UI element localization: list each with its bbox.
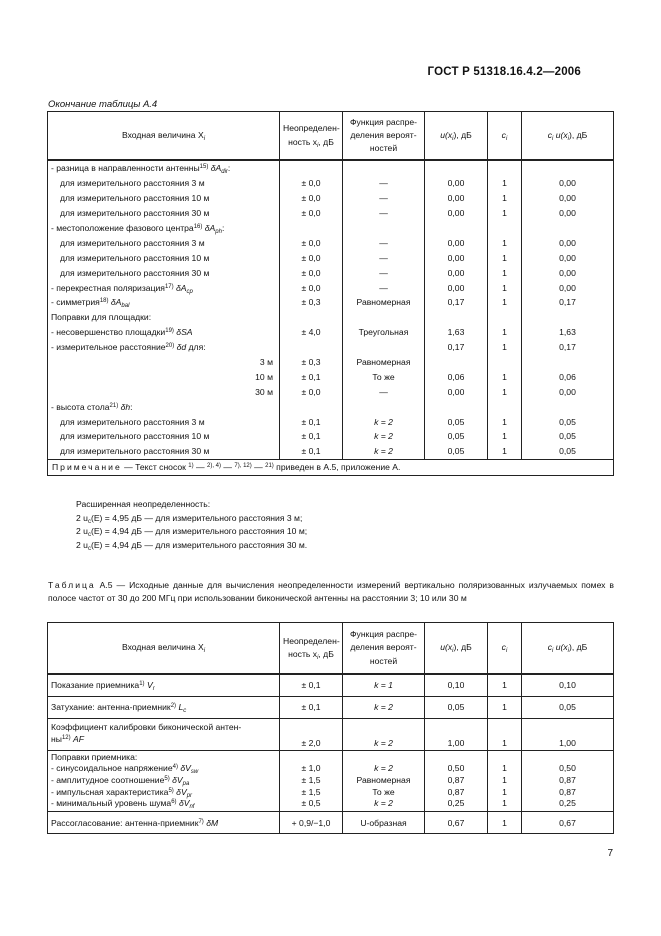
row-label: Коэффициент калибровки биконической антен- $ны^{12)}$ AF [48,718,280,750]
row-uncertainty: ± 0,1 [280,444,343,459]
row-cu: 0,67 [522,812,614,834]
row-cu: 0,00 [522,250,614,265]
table-row [48,696,614,718]
col-uncertainty-header: Неопределен- ность $x_i$, дБ [280,112,343,161]
row-distribution: k = 1 [343,674,425,696]
table-a5-caption: Таблица А.5 — Исходные данные для вычисления неопределенности измерений вертикально поляризованных излучаемых помех в полосе частот от 30 до 200 МГц при использовании биконической антенны на расстоянии 3; 10 или 30 м [48,580,614,604]
row-uncertainty: ± 0,0 [280,280,343,295]
row-label: Поправки приемника: - синусоидальное напряжение$^{4)}$ $\delta V_{sw}$ - амплитудное соотношение$^{5)}$ $\delta V_{pa}$ - импульсная характеристика$^{5)}$ $\delta V_{pr}$ - минимальный уровень шума$^{6)}$ $\delta V_{nf}$ [48,750,280,812]
row-u: 0,00 [425,206,488,221]
row-distribution: — [343,265,425,280]
table-row [48,414,614,429]
row-distribution: — [343,250,425,265]
row-distribution [343,399,425,414]
row-label: для измерительного расстояния 30 м [48,444,280,459]
row-u: 0,00 [425,176,488,191]
row-u: 0,05 [425,414,488,429]
row-uncertainty: ± 0,0 [280,191,343,206]
row-distribution: k = 2 [343,444,425,459]
row-cu: 0,00 [522,280,614,295]
table-row [48,191,614,206]
row-c: 1 [488,696,522,718]
row-c: 1 [488,340,522,355]
row-label: - измерительное расстояние$^{20)}$ δd для: [48,340,280,355]
row-u [425,221,488,236]
table-row [48,295,614,310]
col-c-header: $c_i$ [488,112,522,161]
row-label: для измерительного расстояния 10 м [48,191,280,206]
row-uncertainty: ± 0,1 [280,414,343,429]
row-uncertainty: ± 0,1 [280,674,343,696]
row-cu: 1,00 [522,718,614,750]
row-uncertainty [280,221,343,236]
row-distribution: U-образная [343,812,425,834]
table-row [48,235,614,250]
col-distribution-header: Функция распре- деления вероят- ностей [343,112,425,161]
row-cu: 0,06 [522,369,614,384]
row-uncertainty [280,399,343,414]
table-a4-note: Примечание — Текст сносок $^{1)}$ — $^{2), 4)}$ — $^{7), 12)}$ — $^{21)}$ приведен в А.5, приложение А. [48,459,614,475]
row-label: - местоположение фазового центра$^{16)}$ $\delta A_{ph}$: [48,221,280,236]
col-distribution-header: Функция распре- деления вероят- ностей [343,623,425,675]
row-u: 0,05 [425,696,488,718]
table-a4-note-row [48,459,614,475]
row-c: 1 [488,176,522,191]
table-row [48,265,614,280]
row-uncertainty: ± 0,1 [280,696,343,718]
row-cu [522,355,614,370]
row-uncertainty [280,160,343,176]
expanded-uncertainty-line-10m: 2 $u_c(E) = 4,94$ дБ — для измерительного расстояния 10 м; [76,526,308,539]
row-label: Поправки для площадки: [48,310,280,325]
row-cu [522,310,614,325]
row-distribution: k = 2 [343,696,425,718]
table-row [48,340,614,355]
row-c: 1 [488,429,522,444]
row-distribution: k = 2 Равномерная То же k = 2 [343,750,425,812]
row-uncertainty: ± 0,0 [280,206,343,221]
col-cu-header: $c_i$ $u(x_i)$, дБ [522,112,614,161]
table-a4-header-row [48,112,614,161]
row-distribution: То же [343,369,425,384]
row-distribution: Треугольная [343,325,425,340]
row-cu [522,221,614,236]
row-label: - перекрестная поляризация$^{17)}$ $\delta A_{cp}$ [48,280,280,295]
col-u-header: $u(x_i)$, дБ [425,112,488,161]
row-u: 0,00 [425,384,488,399]
row-cu: 0,50 0,87 0,87 0,25 [522,750,614,812]
row-u: 0,67 [425,812,488,834]
row-label: - высота стола$^{21)}$ δh: [48,399,280,414]
row-label: для измерительного расстояния 3 м [48,235,280,250]
row-distribution [343,340,425,355]
row-cu: 0,00 [522,235,614,250]
table-row [48,355,614,370]
table-row [48,429,614,444]
row-u: 0,00 [425,235,488,250]
row-u: 0,06 [425,369,488,384]
row-label: - несовершенство площадки$^{19)}$ δSA [48,325,280,340]
row-uncertainty: ± 4,0 [280,325,343,340]
row-cu: 0,00 [522,206,614,221]
row-c: 1 [488,384,522,399]
row-label: Рассогласование: антенна-приемник$^{7)}$ δM [48,812,280,834]
row-u: 0,05 [425,444,488,459]
row-c: 1 [488,206,522,221]
row-uncertainty: ± 0,0 [280,235,343,250]
table-row [48,250,614,265]
row-uncertainty: ± 2,0 [280,718,343,750]
row-label: - симметрия$^{18)}$ $\delta A_{bal}$ [48,295,280,310]
row-distribution: k = 2 [343,429,425,444]
table-row [48,160,614,176]
row-distribution: — [343,176,425,191]
row-c: 1 [488,718,522,750]
row-distribution: — [343,384,425,399]
row-cu: 0,05 [522,429,614,444]
row-label: для измерительного расстояния 3 м [48,414,280,429]
row-cu: 0,05 [522,696,614,718]
row-label: для измерительного расстояния 10 м [48,250,280,265]
row-u [425,160,488,176]
expanded-uncertainty-title: Расширенная неопределенность: [76,499,211,509]
row-label: 3 м [48,355,280,370]
row-distribution: — [343,191,425,206]
expanded-uncertainty-line-30m: 2 $u_c(E) = 4,94$ дБ — для измерительного расстояния 30 м. [76,539,308,552]
row-label: для измерительного расстояния 30 м [48,265,280,280]
row-distribution [343,160,425,176]
row-cu: 0,00 [522,191,614,206]
row-c: 1 [488,414,522,429]
page-number: 7 [607,848,613,859]
row-u: 1,63 [425,325,488,340]
row-cu: 0,10 [522,674,614,696]
row-cu: 0,17 [522,340,614,355]
row-c: 1 [488,295,522,310]
row-cu: 1,63 [522,325,614,340]
row-u: 0,05 [425,429,488,444]
table-row [48,384,614,399]
row-uncertainty: ± 1,0 ± 1,5 ± 1,5 ± 0,5 [280,750,343,812]
row-c: 1 [488,369,522,384]
table-a5-header-row [48,623,614,675]
row-c: 1 [488,235,522,250]
table-a5 [47,622,614,834]
row-label: Затухание: антенна-приемник$^{2)}$ $L_c$ [48,696,280,718]
row-uncertainty: ± 0,3 [280,295,343,310]
row-u: 1,00 [425,718,488,750]
row-label: для измерительного расстояния 30 м [48,206,280,221]
row-c [488,160,522,176]
row-cu: 0,00 [522,384,614,399]
row-c [488,355,522,370]
row-c: 1 [488,444,522,459]
table-row [48,280,614,295]
col-u-header: $u(x_i)$, дБ [425,623,488,675]
row-uncertainty [280,310,343,325]
row-uncertainty [280,340,343,355]
row-uncertainty: ± 0,0 [280,384,343,399]
table-row [48,325,614,340]
row-label: - разница в направленности антенны$^{15)}$ $\delta A_{dir}$: [48,160,280,176]
table-row [48,812,614,834]
row-uncertainty: ± 0,0 [280,265,343,280]
row-c: 1 [488,191,522,206]
row-distribution [343,310,425,325]
table-row [48,310,614,325]
row-c: 1 [488,280,522,295]
row-u: 0,17 [425,295,488,310]
table-row [48,206,614,221]
row-cu [522,399,614,414]
row-u: 0,17 [425,340,488,355]
row-u: 0,00 [425,280,488,295]
document-header: ГОСТ Р 51318.16.4.2—2006 [427,66,581,78]
row-uncertainty: ± 0,1 [280,429,343,444]
row-u: 0,00 [425,191,488,206]
row-distribution: k = 2 [343,414,425,429]
row-uncertainty: ± 0,3 [280,355,343,370]
row-cu: 0,05 [522,414,614,429]
row-distribution: — [343,206,425,221]
table-row [48,399,614,414]
row-u [425,399,488,414]
row-u: 0,10 [425,674,488,696]
row-c: 1 [488,325,522,340]
row-distribution: Равномерная [343,295,425,310]
col-cu-header: $c_i$ $u(x_i)$, дБ [522,623,614,675]
row-cu: 0,00 [522,176,614,191]
row-u [425,355,488,370]
row-c [488,221,522,236]
table-row [48,718,614,750]
row-u: 0,00 [425,250,488,265]
expanded-uncertainty [76,498,307,552]
row-label: Показание приемника$^{1)}$ $V_r$ [48,674,280,696]
row-cu [522,160,614,176]
row-c [488,399,522,414]
row-label: для измерительного расстояния 3 м [48,176,280,191]
table-row [48,221,614,236]
table-row [48,750,614,812]
row-cu: 0,05 [522,444,614,459]
row-cu: 0,00 [522,265,614,280]
row-uncertainty: + 0,9/−1,0 [280,812,343,834]
table-a4 [47,111,614,476]
table-row [48,674,614,696]
row-distribution: k = 2 [343,718,425,750]
row-c: 1 [488,250,522,265]
row-c: 1 1 1 1 [488,750,522,812]
table-row [48,369,614,384]
table-row [48,176,614,191]
row-u [425,310,488,325]
row-c: 1 [488,265,522,280]
row-c: 1 [488,674,522,696]
row-distribution: Равномерная [343,355,425,370]
row-distribution [343,221,425,236]
expanded-uncertainty-line-3m: 2 $u_c(E) = 4,95$ дБ — для измерительного расстояния 3 м; [76,512,303,525]
row-c [488,310,522,325]
col-uncertainty-header: Неопределен- ность $x_i$, дБ [280,623,343,675]
table-a4-caption: Окончание таблицы А.4 [48,99,158,110]
row-u: 0,50 0,87 0,87 0,25 [425,750,488,812]
row-cu: 0,17 [522,295,614,310]
col-c-header: $c_i$ [488,623,522,675]
table-row [48,444,614,459]
row-label: 10 м [48,369,280,384]
col-input-header: Входная величина $X_i$ [48,623,280,675]
row-uncertainty: ± 0,0 [280,250,343,265]
row-distribution: — [343,235,425,250]
row-u: 0,00 [425,265,488,280]
row-label: 30 м [48,384,280,399]
row-uncertainty: ± 0,1 [280,369,343,384]
row-c: 1 [488,812,522,834]
col-input-header: Входная величина $X_i$ [48,112,280,161]
row-distribution: — [343,280,425,295]
row-uncertainty: ± 0,0 [280,176,343,191]
row-label: для измерительного расстояния 10 м [48,429,280,444]
